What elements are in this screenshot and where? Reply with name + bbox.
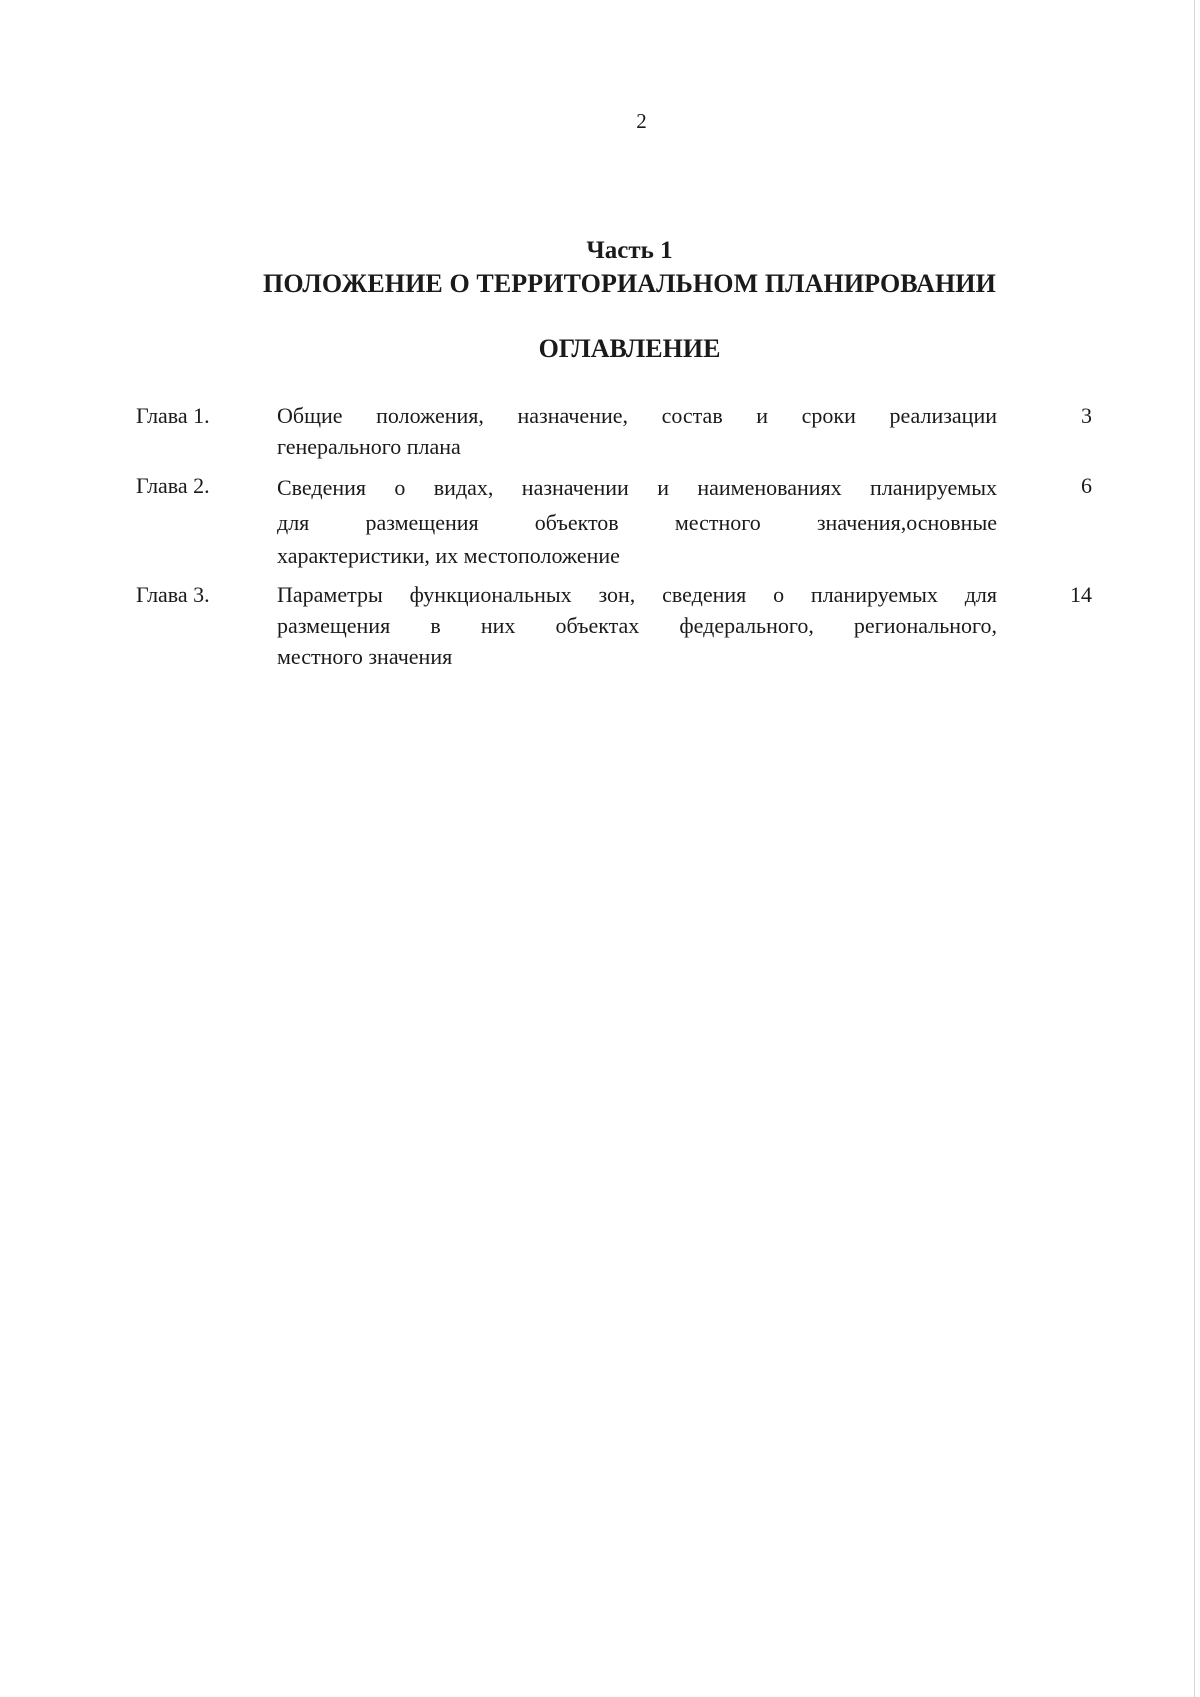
toc-item-line: Сведения о видах, назначении и наименованиях планируемых [277, 475, 997, 500]
toc-item-line: местного значения [277, 644, 453, 669]
toc-item-line: Общие положения, назначение, состав и сроки реализации [277, 403, 997, 428]
toc-title: ОГЛАВЛЕНИЕ [538, 334, 721, 363]
toc-item-text [277, 470, 997, 571]
toc-item-label: Глава 2. [136, 473, 210, 498]
toc-item-line: для размещения объектов местного значения,основные [277, 510, 997, 535]
toc-item-line: характеристики, их местоположение [277, 543, 620, 568]
toc-item-page: 3 [1081, 403, 1092, 428]
toc-item[interactable] [136, 470, 1092, 571]
section-title: ПОЛОЖЕНИЕ О ТЕРРИТОРИАЛЬНОМ ПЛАНИРОВАНИИ [263, 269, 996, 298]
toc-item-line: генерального плана [277, 434, 461, 459]
toc-item-text [277, 400, 997, 462]
toc-item-label: Глава 1. [136, 403, 210, 428]
table-of-contents [136, 400, 1092, 672]
page-number: 2 [636, 109, 647, 133]
toc-item-line: Параметры функциональных зон, сведения о планируемых для [277, 582, 997, 607]
toc-item[interactable] [136, 579, 1092, 672]
toc-item-label: Глава 3. [136, 582, 210, 607]
toc-item-page: 6 [1081, 473, 1092, 498]
toc-item-page: 14 [1070, 582, 1092, 607]
toc-item-line: размещения в них объектах федерального, регионального, [277, 613, 997, 638]
toc-item-text [277, 579, 997, 672]
toc-item[interactable] [136, 400, 1092, 462]
part-title: Часть 1 [586, 237, 673, 264]
